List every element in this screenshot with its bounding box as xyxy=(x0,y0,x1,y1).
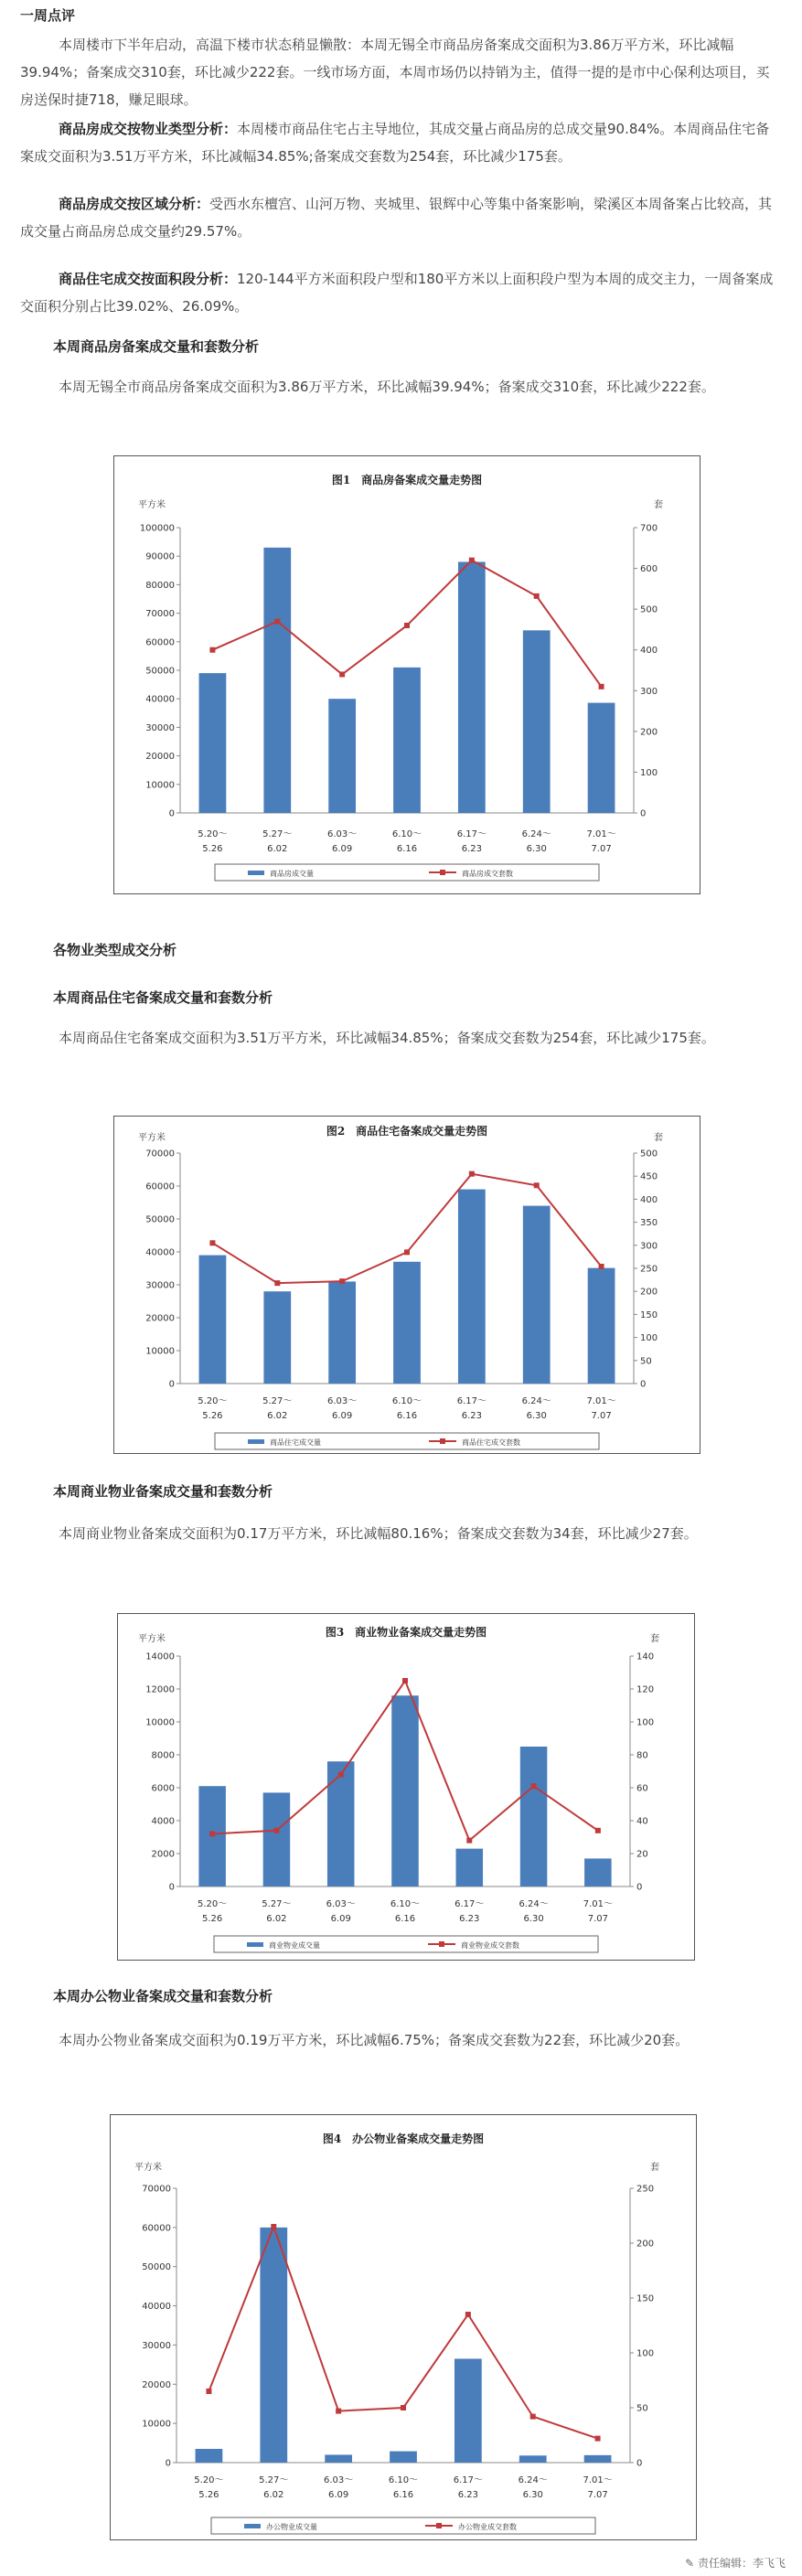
y2-tick-label: 0 xyxy=(640,1379,647,1390)
paragraph-property-type xyxy=(20,115,781,170)
line-point xyxy=(273,1828,279,1833)
y-tick-label: 90000 xyxy=(145,551,175,562)
y-tick-label: 100000 xyxy=(139,523,175,534)
section1-heading: 本周商品房备案成交量和套数分析 xyxy=(53,338,260,355)
paragraph-text: 120-144平方米面积段户型和180平方米以上面积段户型为本周的成交主力，一周备案成交面积分别占比39.02%、26.09%。 xyxy=(20,271,774,315)
line-point xyxy=(274,1280,280,1286)
chart-4-svg xyxy=(111,2115,696,2539)
paragraph-area-segment xyxy=(20,265,781,320)
x-tick-label: 7.01～ xyxy=(586,829,616,839)
y-tick-label: 40000 xyxy=(145,694,175,705)
bar xyxy=(588,1268,615,1384)
line-point xyxy=(599,1264,604,1269)
x-tick-label: 6.03～ xyxy=(324,2475,354,2485)
legend-line-marker xyxy=(440,1438,445,1444)
x-tick-label: 6.09 xyxy=(332,844,353,854)
paragraph-bold: 商品房成交按物业类型分析： xyxy=(59,121,238,137)
y-tick-label: 40000 xyxy=(145,1247,175,1258)
y2-tick-label: 350 xyxy=(640,1218,658,1229)
y2-axis-unit-label: 套 xyxy=(654,500,663,510)
y2-axis-unit-label: 套 xyxy=(650,1634,659,1644)
y-axis-unit-label: 平方米 xyxy=(138,500,166,510)
x-tick-label: 6.03～ xyxy=(326,1899,356,1909)
y-tick-label: 20000 xyxy=(145,1313,175,1324)
y-tick-label: 50000 xyxy=(145,1214,175,1225)
y-tick-label: 50000 xyxy=(142,2262,171,2273)
x-tick-label: 6.23 xyxy=(461,1411,482,1421)
bar xyxy=(584,1858,612,1887)
y2-tick-label: 0 xyxy=(636,2458,643,2469)
section2-text xyxy=(20,1024,781,1052)
line-point xyxy=(469,558,475,563)
chart-1-svg xyxy=(114,456,700,893)
x-tick-label: 6.09 xyxy=(330,1914,351,1924)
bar xyxy=(391,1695,419,1887)
y-tick-label: 0 xyxy=(168,1882,175,1893)
x-tick-label: 6.03～ xyxy=(327,829,358,839)
x-tick-label: 7.01～ xyxy=(583,2475,613,2485)
y2-axis-unit-label: 套 xyxy=(654,1133,663,1143)
line-point xyxy=(530,2414,536,2420)
bar xyxy=(458,561,486,813)
x-tick-label: 6.24～ xyxy=(521,829,551,839)
x-tick-label: 6.03～ xyxy=(327,1396,358,1406)
y-tick-label: 6000 xyxy=(151,1783,175,1794)
y2-tick-label: 60 xyxy=(636,1783,648,1794)
x-tick-label: 6.23 xyxy=(457,2490,478,2500)
y2-tick-label: 100 xyxy=(640,767,658,778)
x-tick-label: 5.20～ xyxy=(198,829,228,839)
y2-tick-label: 100 xyxy=(636,2348,655,2359)
figure-3 xyxy=(117,1613,695,1961)
x-tick-label: 6.09 xyxy=(332,1411,353,1421)
y2-tick-label: 600 xyxy=(640,564,658,575)
line-point xyxy=(531,1783,537,1789)
chart-title: 图4 办公物业备案成交量走势图 xyxy=(322,2132,485,2145)
paragraph-text: 本周办公物业备案成交面积为0.19万平方米，环比减幅6.75%；备案成交套数为22套，环比减少20套。 xyxy=(59,2032,690,2048)
y-tick-label: 10000 xyxy=(145,1346,175,1357)
line-point xyxy=(465,2312,471,2317)
bar xyxy=(260,2228,287,2463)
y2-tick-label: 80 xyxy=(636,1750,648,1761)
x-tick-label: 6.10～ xyxy=(391,1396,422,1406)
y2-tick-label: 0 xyxy=(636,1882,643,1893)
y2-tick-label: 500 xyxy=(640,1149,658,1160)
paragraph-text: 本周楼市下半年启动，高温下楼市状态稍显懒散：本周无锡全市商品房备案成交面积为3.86万平方米，环比减幅39.94%；备案成交310套，环比减少222套。一线市场方面，本周市场仍以持销为主，值得一提的是市中心保利达项目，买房送保时捷718，赚足眼球。 xyxy=(20,37,770,108)
y-tick-label: 20000 xyxy=(145,752,175,763)
figure-2 xyxy=(113,1116,700,1454)
y2-tick-label: 500 xyxy=(640,604,658,615)
legend-label: 商品住宅成交套数 xyxy=(462,1438,520,1447)
x-tick-label: 6.09 xyxy=(328,2490,349,2500)
x-tick-label: 6.24～ xyxy=(521,1396,551,1406)
y-axis-unit-label: 平方米 xyxy=(138,1133,166,1143)
x-tick-label: 6.16 xyxy=(396,844,418,854)
legend-label: 商品房成交量 xyxy=(270,870,314,878)
line-point xyxy=(209,1240,215,1245)
y2-tick-label: 150 xyxy=(640,1309,658,1320)
y2-tick-label: 50 xyxy=(636,2403,648,2414)
x-tick-label: 5.26 xyxy=(202,1411,223,1421)
line-point xyxy=(404,623,410,628)
x-tick-label: 5.27～ xyxy=(259,2475,289,2485)
y2-tick-label: 400 xyxy=(640,1194,658,1205)
x-tick-label: 6.17～ xyxy=(456,1396,487,1406)
y-tick-label: 30000 xyxy=(145,1280,175,1291)
y-tick-label: 70000 xyxy=(142,2184,171,2195)
x-tick-label: 5.27～ xyxy=(262,1396,293,1406)
line-point xyxy=(271,2224,276,2229)
y-tick-label: 80000 xyxy=(145,580,175,591)
y2-axis-unit-label: 套 xyxy=(650,2163,659,2173)
x-tick-label: 5.27～ xyxy=(262,1899,292,1909)
bar xyxy=(523,1206,551,1384)
y2-tick-label: 40 xyxy=(636,1816,648,1827)
line-point xyxy=(599,684,604,689)
y-tick-label: 12000 xyxy=(145,1684,175,1695)
paragraph-bold: 商品住宅成交按面积段分析： xyxy=(59,271,238,287)
legend-bar-swatch xyxy=(248,1439,264,1444)
x-tick-label: 6.10～ xyxy=(390,1899,421,1909)
line-point xyxy=(595,2436,601,2442)
x-tick-label: 5.20～ xyxy=(198,1899,228,1909)
line-point xyxy=(339,671,345,677)
bar xyxy=(196,2449,223,2463)
legend-line-marker xyxy=(436,2523,442,2528)
x-tick-label: 6.16 xyxy=(392,2490,414,2500)
y-tick-label: 14000 xyxy=(145,1651,175,1662)
x-tick-label: 5.20～ xyxy=(194,2475,224,2485)
bar xyxy=(393,1262,421,1384)
legend-bar-swatch xyxy=(244,2524,261,2528)
paragraph-intro xyxy=(20,31,781,113)
y2-tick-label: 100 xyxy=(636,1717,655,1728)
line-point xyxy=(534,1182,540,1188)
x-tick-label: 7.07 xyxy=(591,844,612,854)
y-tick-label: 20000 xyxy=(142,2379,171,2390)
y-tick-label: 10000 xyxy=(145,780,175,791)
y-tick-label: 60000 xyxy=(142,2223,171,2234)
y-tick-label: 50000 xyxy=(145,666,175,677)
section2-heading: 本周商品住宅备案成交量和套数分析 xyxy=(53,989,273,1006)
y-tick-label: 40000 xyxy=(142,2302,171,2313)
paragraph-text: 本周商业物业备案成交面积为0.17万平方米，环比减幅80.16%；备案成交套数为34套，环比减少27套。 xyxy=(59,1525,698,1542)
x-tick-label: 7.01～ xyxy=(583,1899,613,1909)
x-tick-label: 6.16 xyxy=(394,1914,416,1924)
chart-title: 图1 商品房备案成交量走势图 xyxy=(331,474,483,486)
bar xyxy=(588,703,615,813)
y2-tick-label: 200 xyxy=(636,2239,655,2250)
x-tick-label: 5.20～ xyxy=(198,1396,228,1406)
legend-line-marker xyxy=(439,1941,444,1947)
y2-tick-label: 300 xyxy=(640,686,658,697)
y-tick-label: 4000 xyxy=(151,1816,175,1827)
bar xyxy=(199,673,227,813)
editor-credit-text: 责任编辑：李飞飞 xyxy=(697,2557,786,2570)
section1-text xyxy=(20,373,781,401)
legend-label: 办公物业成交套数 xyxy=(458,2523,517,2531)
y2-tick-label: 140 xyxy=(636,1651,655,1662)
y2-tick-label: 450 xyxy=(640,1171,658,1182)
paragraph-bold: 商品房成交按区域分析： xyxy=(59,196,210,212)
y2-tick-label: 250 xyxy=(640,1264,658,1275)
line-point xyxy=(402,1678,408,1683)
chart-2-svg xyxy=(114,1117,700,1453)
chart-title: 图2 商品住宅备案成交量走势图 xyxy=(326,1125,488,1138)
bar xyxy=(199,1256,227,1384)
x-tick-label: 6.02 xyxy=(267,1411,288,1421)
paragraph-text: 本周商品住宅备案成交面积为3.51万平方米，环比减幅34.85%；备案成交套数为254套，环比减少175套。 xyxy=(59,1030,715,1046)
legend-label: 办公物业成交量 xyxy=(266,2523,317,2531)
x-tick-label: 6.16 xyxy=(396,1411,418,1421)
bar xyxy=(393,668,421,813)
y2-tick-label: 50 xyxy=(640,1356,652,1367)
x-tick-label: 6.17～ xyxy=(456,829,487,839)
bar xyxy=(520,1747,548,1887)
x-tick-label: 6.23 xyxy=(461,844,482,854)
line-point xyxy=(336,2409,341,2414)
y-axis-unit-label: 平方米 xyxy=(134,2163,162,2173)
legend-label: 商业物业成交量 xyxy=(269,1941,320,1950)
legend-label: 商业物业成交套数 xyxy=(461,1941,519,1950)
mid-heading: 各物业类型成交分析 xyxy=(53,942,177,958)
line-point xyxy=(338,1772,344,1778)
x-tick-label: 7.01～ xyxy=(586,1396,616,1406)
x-tick-label: 6.24～ xyxy=(518,2475,548,2485)
line-point xyxy=(469,1171,475,1177)
y-tick-label: 30000 xyxy=(145,722,175,733)
x-tick-label: 5.26 xyxy=(202,844,223,854)
pencil-icon: ✎ xyxy=(685,2557,698,2570)
bar xyxy=(454,2358,482,2463)
y-tick-label: 8000 xyxy=(151,1750,175,1761)
y2-tick-label: 700 xyxy=(640,523,658,534)
section-title: 一周点评 xyxy=(20,7,76,24)
y-tick-label: 70000 xyxy=(145,609,175,620)
figure-1 xyxy=(113,455,700,894)
chart-title: 图3 商业物业备案成交量走势图 xyxy=(325,1626,487,1639)
bar xyxy=(523,630,551,813)
bar xyxy=(390,2452,417,2463)
y2-tick-label: 400 xyxy=(640,646,658,657)
y-tick-label: 30000 xyxy=(142,2340,171,2351)
y-tick-label: 0 xyxy=(168,1379,175,1390)
chart-3-svg xyxy=(118,1614,694,1960)
section3-text xyxy=(20,1520,781,1547)
bar xyxy=(458,1190,486,1384)
y-tick-label: 0 xyxy=(165,2458,171,2469)
bar xyxy=(263,1792,291,1887)
paragraph-region xyxy=(20,190,781,245)
bar xyxy=(325,2454,352,2463)
x-tick-label: 5.27～ xyxy=(262,829,293,839)
y-tick-label: 60000 xyxy=(145,637,175,648)
x-tick-label: 6.30 xyxy=(526,1411,547,1421)
x-tick-label: 6.02 xyxy=(266,1914,287,1924)
line-point xyxy=(339,1278,345,1284)
bar xyxy=(263,1291,291,1384)
bar xyxy=(328,699,356,813)
y-axis-unit-label: 平方米 xyxy=(138,1634,166,1644)
legend-label: 商品住宅成交量 xyxy=(270,1438,321,1447)
y2-tick-label: 300 xyxy=(640,1241,658,1252)
paragraph-text: 本周无锡全市商品房备案成交面积为3.86万平方米，环比减幅39.94%；备案成交310套，环比减少222套。 xyxy=(59,379,715,395)
y-tick-label: 0 xyxy=(168,808,175,819)
y-tick-label: 60000 xyxy=(145,1181,175,1192)
bar xyxy=(327,1761,355,1887)
legend-bar-swatch xyxy=(247,1942,263,1947)
bar xyxy=(328,1281,356,1384)
x-tick-label: 7.07 xyxy=(591,1411,612,1421)
section3-heading: 本周商业物业备案成交量和套数分析 xyxy=(53,1483,273,1500)
bar xyxy=(584,2455,612,2463)
x-tick-label: 6.24～ xyxy=(519,1899,549,1909)
line-point xyxy=(401,2405,406,2410)
y-tick-label: 10000 xyxy=(145,1717,175,1728)
x-tick-label: 6.10～ xyxy=(391,829,422,839)
y-tick-label: 10000 xyxy=(142,2419,171,2430)
x-tick-label: 6.30 xyxy=(522,2490,543,2500)
y2-tick-label: 20 xyxy=(636,1849,648,1860)
y2-tick-label: 200 xyxy=(640,727,658,738)
y2-tick-label: 250 xyxy=(636,2184,655,2195)
bar xyxy=(519,2455,547,2463)
line-point xyxy=(404,1249,410,1255)
bar xyxy=(263,548,291,813)
legend-label: 商品房成交套数 xyxy=(462,870,513,878)
x-tick-label: 6.23 xyxy=(459,1914,480,1924)
x-tick-label: 6.17～ xyxy=(454,1899,485,1909)
bar xyxy=(456,1849,484,1887)
y2-tick-label: 120 xyxy=(636,1684,655,1695)
y2-tick-label: 100 xyxy=(640,1333,658,1344)
line-point xyxy=(534,593,540,599)
legend-bar-swatch xyxy=(248,871,264,875)
line-point xyxy=(274,619,280,625)
legend-line-marker xyxy=(440,870,445,875)
x-tick-label: 7.07 xyxy=(587,2490,608,2500)
x-tick-label: 6.02 xyxy=(267,844,288,854)
x-tick-label: 6.17～ xyxy=(453,2475,483,2485)
editor-credit xyxy=(685,2555,786,2571)
line-point xyxy=(206,2389,211,2394)
line-point xyxy=(466,1838,472,1844)
x-tick-label: 6.02 xyxy=(263,2490,284,2500)
paragraph-text: 受西水东檀宫、山河万物、夹城里、银辉中心等集中备案影响，梁溪区本周备案占比较高，其成交量占商品房总成交量约29.57%。 xyxy=(20,196,773,240)
x-tick-label: 6.10～ xyxy=(388,2475,419,2485)
x-tick-label: 5.26 xyxy=(202,1914,223,1924)
section4-text xyxy=(20,2026,781,2054)
y-tick-label: 70000 xyxy=(145,1149,175,1160)
line-point xyxy=(595,1828,601,1833)
figure-4 xyxy=(110,2114,697,2540)
paragraph-text: 本周楼市商品住宅占主导地位，其成交量占商品房的总成交量90.84%。本周商品住宅备案成交面积为3.51万平方米，环比减幅34.85%;备案成交套数为254套，环比减少175套。 xyxy=(20,121,770,165)
y-tick-label: 2000 xyxy=(151,1849,175,1860)
line-point xyxy=(209,647,215,653)
line-point xyxy=(209,1831,215,1836)
y2-tick-label: 150 xyxy=(636,2293,655,2304)
y2-tick-label: 200 xyxy=(640,1287,658,1298)
x-tick-label: 5.26 xyxy=(198,2490,219,2500)
section4-heading: 本周办公物业备案成交量和套数分析 xyxy=(53,1988,273,2004)
x-tick-label: 6.30 xyxy=(526,844,547,854)
x-tick-label: 6.30 xyxy=(523,1914,544,1924)
x-tick-label: 7.07 xyxy=(587,1914,608,1924)
y2-tick-label: 0 xyxy=(640,808,647,819)
